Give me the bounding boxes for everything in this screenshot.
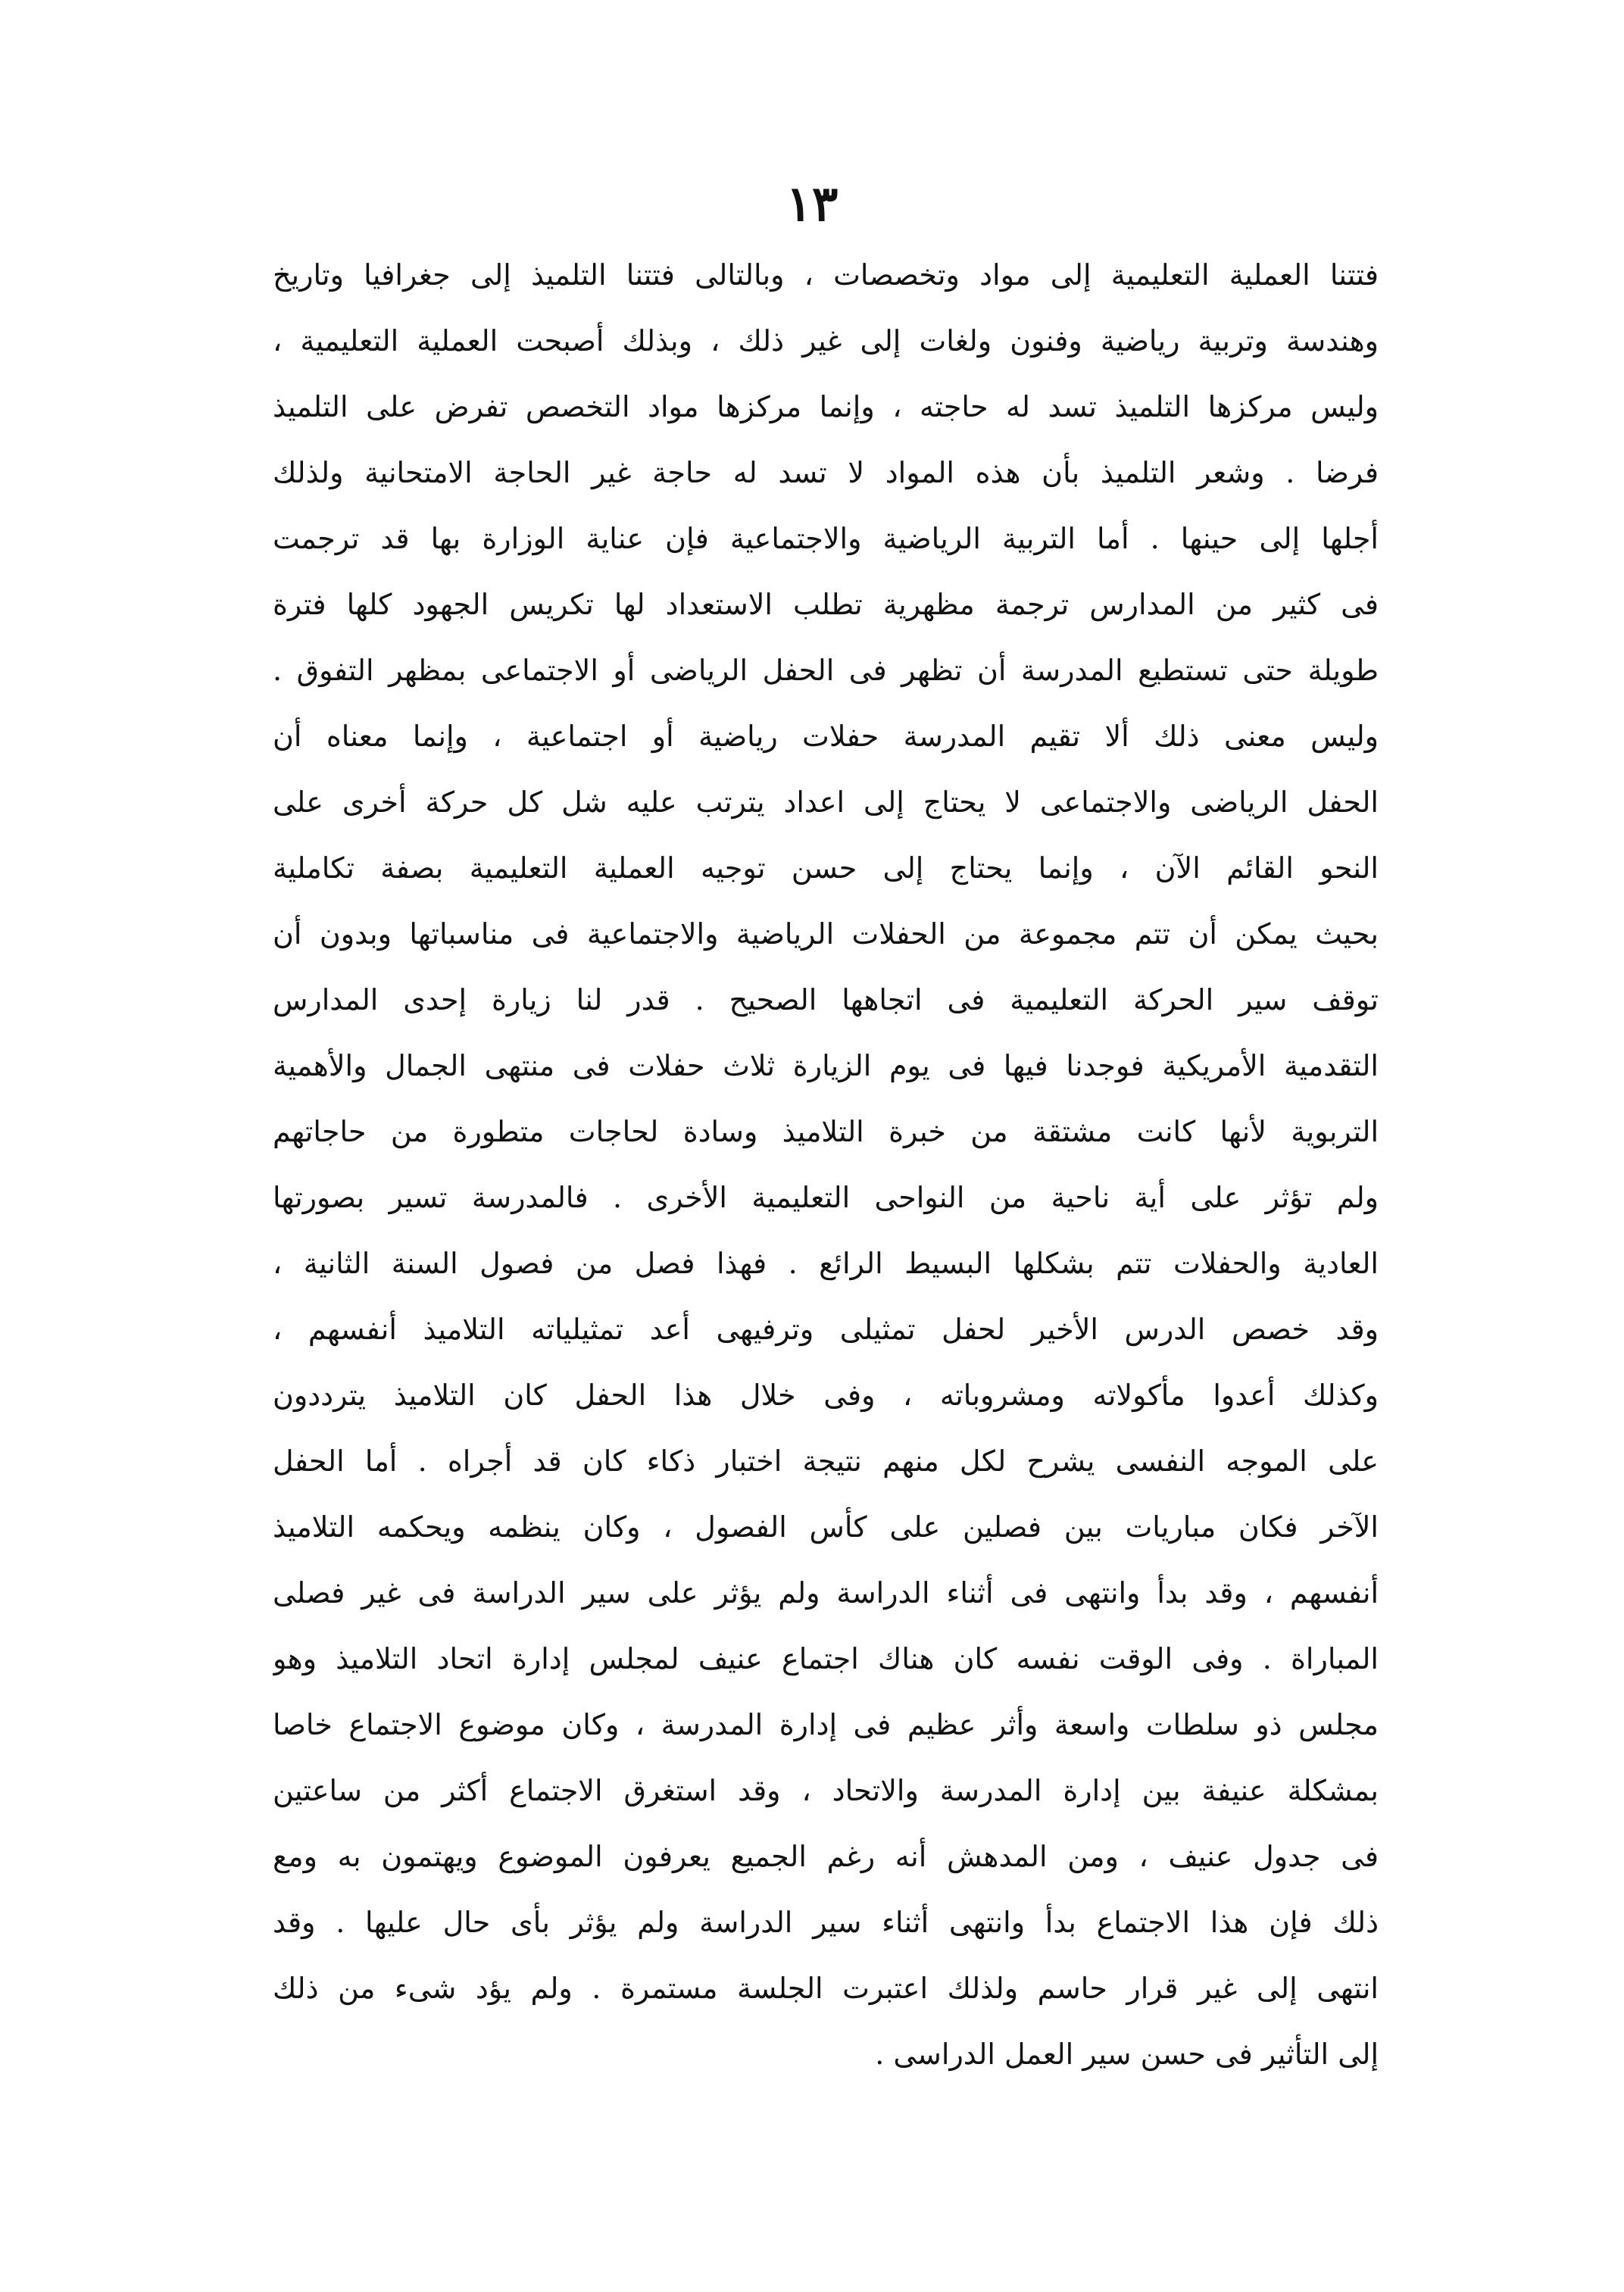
text-line: فتتنا العملية التعليمية إلى مواد وتخصصات ، وبالتالى فتتنا التلميذ إلى جغرافيا وتاريخ [273,258,1379,292]
text-line: وكذلك أعدوا مأكولاته ومشروباته ، وفى خلال هذا الحفل كان التلاميذ يترددون [273,1379,1379,1412]
text-line: المباراة . وفى الوقت نفسه كان هناك اجتماع عنيف لمجلس إدارة اتحاد التلاميذ وهو [273,1642,1379,1675]
text-line: وليس معنى ذلك ألا تقيم المدرسة حفلات رياضية أو اجتماعية ، وإنما معناه أن [273,720,1379,753]
body-text [273,242,1379,2087]
text-line: توقف سير الحركة التعليمية فى اتجاهها الصحيح . قدر لنا زيارة إحدى المدارس [273,983,1379,1016]
text-line: التقدمية الأمريكية فوجدنا فيها فى يوم الزيارة ثلاث حفلات فى منتهى الجمال والأهمية [273,1049,1379,1082]
text-line: فى جدول عنيف ، ومن المدهش أنه رغم الجميع يعرفون الموضوع ويهتمون به ومع [273,1840,1379,1873]
text-line: وهندسة وتربية رياضية وفنون ولغات إلى غير ذلك ، وبذلك أصبحت العملية التعليمية ، [273,324,1379,358]
text-line: طويلة حتى تستطيع المدرسة أن تظهر فى الحفل الرياضى أو الاجتماعى بمظهر التفوق . [273,654,1379,687]
text-line: العادية والحفلات تتم بشكلها البسيط الرائع . فهذا فصل من فصول السنة الثانية ، [273,1247,1379,1280]
text-line: بحيث يمكن أن تتم مجموعة من الحفلات الرياضية والاجتماعية فى مناسباتها وبدون أن [273,917,1379,951]
text-line: مجلس ذو سلطات واسعة وأثر عظيم فى إدارة المدرسة ، وكان موضوع الاجتماع خاصا [273,1708,1379,1741]
text-line: وقد خصص الدرس الأخير لحفل تمثيلى وترفيهى أعد تمثيلياته التلاميذ أنفسهم ، [273,1313,1379,1346]
text-line-last: إلى التأثير فى حسن سير العمل الدراسى . [875,2038,1379,2071]
text-line: وليس مركزها التلميذ تسد له حاجته ، وإنما مركزها مواد التخصص تفرض على التلميذ [273,390,1379,423]
text-line: النحو القائم الآن ، وإنما يحتاج إلى حسن توجيه العملية التعليمية بصفة تكاملية [273,851,1379,885]
text-line: فرضا . وشعر التلميذ بأن هذه المواد لا تسد له حاجة غير الحاجة الامتحانية ولذلك [273,456,1379,489]
text-line: الآخر فكان مباريات بين فصلين على كأس الفصول ، وكان ينظمه ويحكمه التلاميذ [273,1510,1379,1544]
text-line: ولم تؤثر على أية ناحية من النواحى التعليمية الأخرى . فالمدرسة تسير بصورتها [273,1181,1379,1214]
text-line: أجلها إلى حينها . أما التربية الرياضية والاجتماعية فإن عناية الوزارة بها قد ترجمت [273,522,1379,555]
text-line: التربوية لأنها كانت مشتقة من خبرة التلاميذ وسادة لحاجات متطورة من حاجاتهم [273,1115,1379,1148]
text-line: بمشكلة عنيفة بين إدارة المدرسة والاتحاد ، وقد استغرق الاجتماع أكثر من ساعتين [273,1774,1379,1807]
text-line: أنفسهم ، وقد بدأ وانتهى فى أثناء الدراسة ولم يؤثر على سير الدراسة فى غير فصلى [273,1576,1379,1610]
page-number: ١٣ [785,176,839,233]
text-line: الحفل الرياضى والاجتماعى لا يحتاج إلى اعداد يترتب عليه شل كل حركة أخرى على [273,785,1379,819]
text-line: انتهى إلى غير قرار حاسم ولذلك اعتبرت الجلسة مستمرة . ولم يؤد شىء من ذلك [273,1972,1379,2005]
text-line: على الموجه النفسى يشرح لكل منهم نتيجة اختبار ذكاء كان قد أجراه . أما الحفل [273,1444,1379,1478]
text-line: ذلك فإن هذا الاجتماع بدأ وانتهى أثناء سير الدراسة ولم يؤثر بأى حال عليها . وقد [273,1906,1379,1939]
text-line: فى كثير من المدارس ترجمة مظهرية تطلب الاستعداد لها تكريس الجهود كلها فترة [273,588,1379,621]
